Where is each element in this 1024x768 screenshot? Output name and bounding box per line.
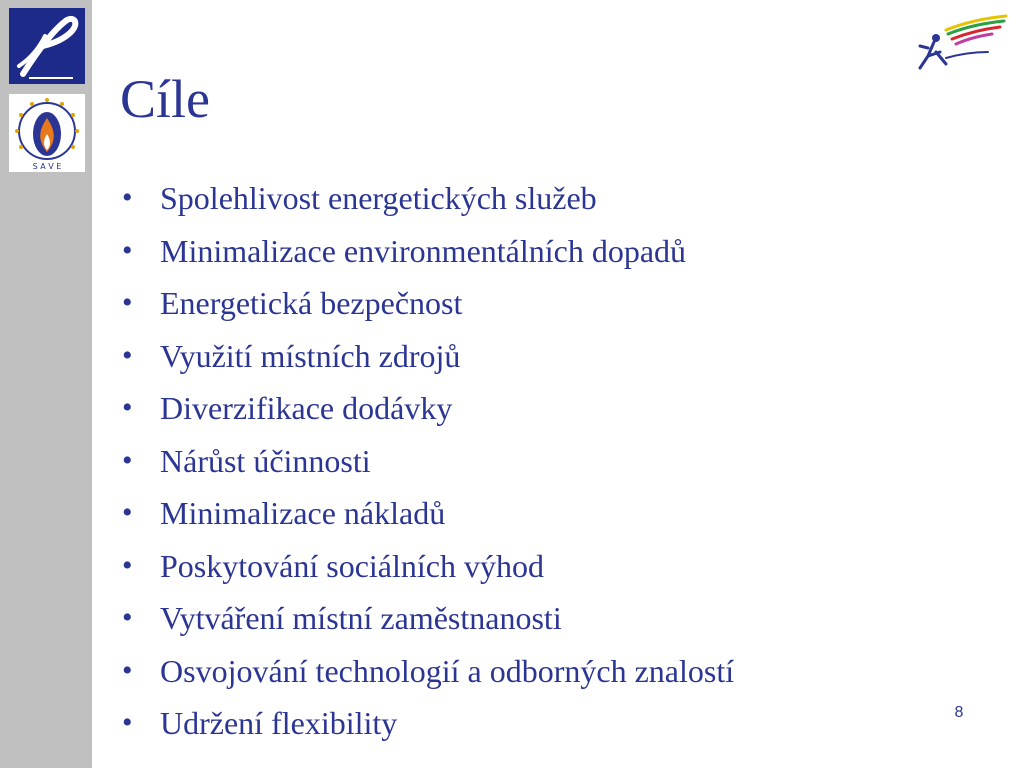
list-item bbox=[120, 277, 734, 330]
save-program-logo bbox=[9, 94, 85, 172]
slide-title: Cíle bbox=[120, 69, 210, 129]
list-item-text: Udržení flexibility bbox=[160, 705, 398, 741]
list-item-text: Energetická bezpečnost bbox=[160, 285, 463, 321]
list-item-text: Minimalizace environmentálních dopadů bbox=[160, 232, 687, 269]
list-item bbox=[120, 592, 734, 645]
bullet-list bbox=[120, 172, 734, 750]
list-item bbox=[120, 382, 734, 435]
list-item bbox=[120, 697, 734, 750]
runner-swoosh-icon bbox=[916, 12, 1010, 74]
list-item-text: Minimalizace nákladů bbox=[160, 495, 446, 531]
list-item bbox=[120, 435, 734, 488]
list-item-text: Diverzifikace dodávky bbox=[160, 390, 453, 426]
bullet-icon: • bbox=[122, 443, 133, 477]
list-item bbox=[120, 540, 734, 593]
list-item bbox=[120, 225, 734, 278]
list-item-text: Osvojování technologií a odborných znalostí bbox=[160, 652, 735, 689]
bullet-icon: • bbox=[122, 286, 133, 319]
bullet-icon: • bbox=[122, 601, 133, 634]
page-number: 8 bbox=[954, 704, 964, 721]
list-item bbox=[120, 330, 734, 383]
p-monogram-icon bbox=[9, 8, 85, 84]
bullet-icon: • bbox=[122, 181, 133, 214]
list-item bbox=[120, 172, 734, 225]
bullet-icon: • bbox=[122, 706, 133, 739]
bullet-icon: • bbox=[122, 548, 133, 582]
bullet-icon: • bbox=[122, 233, 133, 267]
bullet-icon: • bbox=[122, 496, 133, 529]
bullet-icon: • bbox=[122, 653, 133, 687]
bullet-icon: • bbox=[122, 391, 133, 424]
list-item-text: Nárůst účinnosti bbox=[160, 442, 371, 479]
bullet-icon: • bbox=[122, 338, 133, 372]
svg-text:S A V E: S A V E bbox=[32, 162, 62, 171]
list-item bbox=[120, 645, 734, 698]
runner-swoosh-logo bbox=[916, 12, 1010, 74]
save-emblem-icon bbox=[9, 94, 85, 172]
sidebar bbox=[0, 0, 92, 768]
list-item-text: Využití místních zdrojů bbox=[160, 337, 461, 374]
list-item-text: Spolehlivost energetických služeb bbox=[160, 180, 597, 216]
list-item-text: Vytváření místní zaměstnanosti bbox=[160, 600, 562, 636]
list-item bbox=[120, 487, 734, 540]
list-item-text: Poskytování sociálních výhod bbox=[160, 547, 544, 584]
p-monogram-logo bbox=[9, 8, 85, 84]
